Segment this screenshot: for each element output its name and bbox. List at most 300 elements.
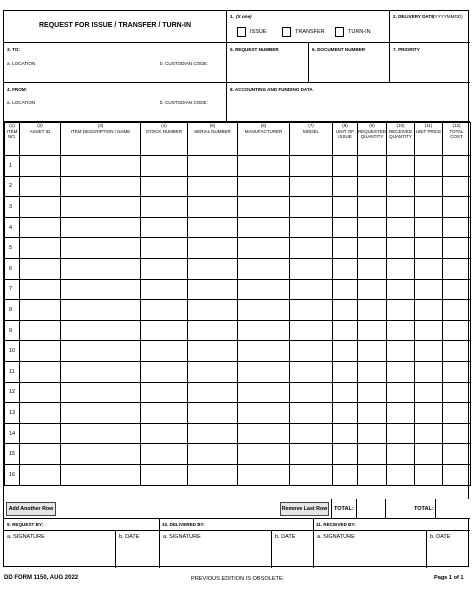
table-cell[interactable] xyxy=(188,320,238,341)
table-cell[interactable] xyxy=(358,464,387,485)
table-cell[interactable] xyxy=(238,444,290,465)
total-cost-field[interactable] xyxy=(435,499,470,519)
table-cell[interactable] xyxy=(61,156,141,177)
table-cell[interactable] xyxy=(141,423,188,444)
table-cell[interactable] xyxy=(290,300,333,321)
column-label: REQUESTED xyxy=(358,128,387,134)
table-cell[interactable] xyxy=(20,403,61,424)
table-cell[interactable] xyxy=(290,320,333,341)
table-row xyxy=(5,300,471,321)
table-cell[interactable] xyxy=(358,279,387,300)
request-by-signature-field[interactable] xyxy=(4,531,116,568)
table-cell[interactable] xyxy=(333,464,358,485)
table-cell[interactable] xyxy=(141,464,188,485)
table-row xyxy=(5,197,471,218)
table-cell[interactable] xyxy=(141,444,188,465)
table-cell[interactable] xyxy=(188,444,238,465)
table-row xyxy=(5,238,471,259)
request-number-label: 5. REQUEST NUMBER xyxy=(230,47,279,52)
table-cell[interactable] xyxy=(387,361,415,382)
request-by-signature-label: a. SIGNATURE xyxy=(7,534,45,540)
table-cell[interactable] xyxy=(358,341,387,362)
column-header-6 xyxy=(238,123,290,156)
table-cell[interactable] xyxy=(290,361,333,382)
table-cell[interactable] xyxy=(415,341,443,362)
table-cell[interactable] xyxy=(443,300,471,321)
column-label: QUANTITY xyxy=(389,134,412,140)
table-row xyxy=(5,382,471,403)
table-cell[interactable] xyxy=(61,197,141,218)
received-by-date-field[interactable] xyxy=(427,531,470,568)
table-cell[interactable] xyxy=(20,361,61,382)
from-custodian-code-label[interactable]: b. CUSTODIAN CODE: xyxy=(160,100,208,105)
item-number: 12 xyxy=(5,382,20,403)
column-header-9 xyxy=(358,123,387,156)
received-by-signature-label: a. SIGNATURE xyxy=(317,534,355,540)
table-row xyxy=(5,156,471,177)
column-number: (11) xyxy=(424,123,433,128)
table-cell[interactable] xyxy=(443,176,471,197)
table-cell[interactable] xyxy=(290,382,333,403)
totals-divider xyxy=(331,499,332,519)
accounting-funding-label: 8. ACCOUNTING AND FUNDING DATA xyxy=(230,87,313,92)
table-cell[interactable] xyxy=(387,258,415,279)
table-cell[interactable] xyxy=(238,403,290,424)
table-cell[interactable] xyxy=(188,403,238,424)
table-row xyxy=(5,279,471,300)
form-title-box xyxy=(4,11,227,43)
table-cell[interactable] xyxy=(387,156,415,177)
column-label: ASSET ID xyxy=(29,128,51,134)
column-label: MODEL xyxy=(302,128,319,134)
table-cell[interactable] xyxy=(61,176,141,197)
column-header-7 xyxy=(290,123,333,156)
totals-row xyxy=(4,499,470,519)
table-row xyxy=(5,464,471,485)
table-cell[interactable] xyxy=(61,320,141,341)
page-number: Page 1 of 1 xyxy=(434,575,464,581)
remove-row-button[interactable]: Remove Last Row xyxy=(280,502,329,516)
table-cell[interactable] xyxy=(238,217,290,238)
table-cell[interactable] xyxy=(387,279,415,300)
table-cell[interactable] xyxy=(20,197,61,218)
table-cell[interactable] xyxy=(238,176,290,197)
column-header-1 xyxy=(5,123,20,156)
table-cell[interactable] xyxy=(141,300,188,321)
block-6-document-number[interactable] xyxy=(309,43,390,83)
table-cell[interactable] xyxy=(238,258,290,279)
table-cell[interactable] xyxy=(188,156,238,177)
table-cell[interactable] xyxy=(333,156,358,177)
item-number: 5 xyxy=(5,238,20,259)
table-cell[interactable] xyxy=(238,197,290,218)
table-cell[interactable] xyxy=(387,423,415,444)
table-cell[interactable] xyxy=(20,176,61,197)
column-label: SERIAL NUMBER xyxy=(194,128,231,134)
table-cell[interactable] xyxy=(415,156,443,177)
table-cell[interactable] xyxy=(387,217,415,238)
table-cell[interactable] xyxy=(238,361,290,382)
table-cell[interactable] xyxy=(387,197,415,218)
request-by-date-field[interactable] xyxy=(116,531,159,568)
table-cell[interactable] xyxy=(443,403,471,424)
table-cell[interactable] xyxy=(141,341,188,362)
delivered-by-date-label: b. DATE xyxy=(275,534,296,540)
table-cell[interactable] xyxy=(387,444,415,465)
table-cell[interactable] xyxy=(358,403,387,424)
column-label: ISSUE xyxy=(338,134,352,140)
table-cell[interactable] xyxy=(188,300,238,321)
turn-in-checkbox[interactable] xyxy=(335,27,344,37)
delivery-date-label: 2. DELIVERY DATE xyxy=(393,14,435,19)
column-number: (2) xyxy=(37,123,43,128)
turn-in-label: TURN-IN xyxy=(348,29,371,35)
table-cell[interactable] xyxy=(238,382,290,403)
table-cell[interactable] xyxy=(238,423,290,444)
column-label: ITEM xyxy=(6,128,18,134)
table-cell[interactable] xyxy=(415,320,443,341)
table-cell[interactable] xyxy=(141,382,188,403)
block-1-transaction-type xyxy=(227,11,390,43)
table-cell[interactable] xyxy=(238,341,290,362)
table-cell[interactable] xyxy=(443,423,471,444)
table-cell[interactable] xyxy=(333,382,358,403)
priority-label: 7. PRIORITY xyxy=(393,47,420,52)
table-row xyxy=(5,341,471,362)
table-cell[interactable] xyxy=(188,361,238,382)
to-custodian-code-label[interactable]: b. CUSTODIAN CODE: xyxy=(160,61,208,66)
table-cell[interactable] xyxy=(443,156,471,177)
table-cell[interactable] xyxy=(387,464,415,485)
table-cell[interactable] xyxy=(415,258,443,279)
table-cell[interactable] xyxy=(290,279,333,300)
total-label-requested: TOTAL: xyxy=(334,506,354,512)
table-cell[interactable] xyxy=(20,258,61,279)
table-cell[interactable] xyxy=(290,464,333,485)
table-cell[interactable] xyxy=(443,361,471,382)
table-cell[interactable] xyxy=(20,423,61,444)
table-cell[interactable] xyxy=(61,258,141,279)
table-cell[interactable] xyxy=(358,361,387,382)
table-cell[interactable] xyxy=(20,279,61,300)
table-cell[interactable] xyxy=(20,341,61,362)
delivered-by-date-field[interactable] xyxy=(272,531,313,568)
table-cell[interactable] xyxy=(20,382,61,403)
table-cell[interactable] xyxy=(141,197,188,218)
table-row xyxy=(5,403,471,424)
table-cell[interactable] xyxy=(188,176,238,197)
table-cell[interactable] xyxy=(188,464,238,485)
table-cell[interactable] xyxy=(333,341,358,362)
table-cell[interactable] xyxy=(358,444,387,465)
table-cell[interactable] xyxy=(333,444,358,465)
table-cell[interactable] xyxy=(333,258,358,279)
table-row xyxy=(5,320,471,341)
column-number: (6) xyxy=(260,123,267,128)
column-number: (3) xyxy=(97,123,104,128)
item-number: 16 xyxy=(5,464,20,485)
table-cell[interactable] xyxy=(443,444,471,465)
table-cell[interactable] xyxy=(61,238,141,259)
table-cell[interactable] xyxy=(20,217,61,238)
table-cell[interactable] xyxy=(61,361,141,382)
table-cell[interactable] xyxy=(141,279,188,300)
item-number: 9 xyxy=(5,320,20,341)
table-cell[interactable] xyxy=(238,279,290,300)
table-cell[interactable] xyxy=(141,403,188,424)
table-cell[interactable] xyxy=(415,444,443,465)
table-cell[interactable] xyxy=(141,238,188,259)
table-cell[interactable] xyxy=(358,197,387,218)
table-cell[interactable] xyxy=(387,176,415,197)
column-label: UNIT OF xyxy=(336,128,354,134)
dd-form-1150 xyxy=(3,10,469,567)
table-cell[interactable] xyxy=(443,341,471,362)
to-location-label[interactable]: a. LOCATION xyxy=(7,61,36,66)
table-cell[interactable] xyxy=(333,238,358,259)
column-number: (9) xyxy=(369,123,375,128)
table-cell[interactable] xyxy=(387,382,415,403)
item-number: 11 xyxy=(5,361,20,382)
table-cell[interactable] xyxy=(415,403,443,424)
table-cell[interactable] xyxy=(290,238,333,259)
table-cell[interactable] xyxy=(61,279,141,300)
table-cell[interactable] xyxy=(20,156,61,177)
block-4-from xyxy=(4,83,227,122)
column-header-11 xyxy=(415,123,443,156)
table-cell[interactable] xyxy=(61,464,141,485)
received-by-label: 11. RECEIVED BY: xyxy=(316,522,356,527)
items-table xyxy=(4,122,471,486)
table-cell[interactable] xyxy=(61,423,141,444)
table-cell[interactable] xyxy=(188,423,238,444)
total-requested-field[interactable] xyxy=(356,499,386,519)
document-number-label: 6. DOCUMENT NUMBER xyxy=(312,47,366,52)
to-label: 3. TO: xyxy=(7,47,20,52)
table-cell[interactable] xyxy=(387,341,415,362)
table-cell[interactable] xyxy=(333,361,358,382)
table-cell[interactable] xyxy=(290,444,333,465)
table-cell[interactable] xyxy=(141,176,188,197)
column-label: STOCK NUMBER xyxy=(145,128,183,134)
table-cell[interactable] xyxy=(61,341,141,362)
edition-notice: PREVIOUS EDITION IS OBSOLETE. xyxy=(191,576,285,582)
received-by-signature-field[interactable] xyxy=(314,531,427,568)
item-number: 8 xyxy=(5,300,20,321)
table-cell[interactable] xyxy=(188,341,238,362)
table-cell[interactable] xyxy=(61,217,141,238)
block-7-priority[interactable] xyxy=(390,43,470,83)
column-number: (4) xyxy=(161,123,167,128)
block-2-delivery-date[interactable] xyxy=(390,11,470,43)
table-cell[interactable] xyxy=(20,464,61,485)
table-cell[interactable] xyxy=(443,320,471,341)
table-cell[interactable] xyxy=(188,279,238,300)
table-cell[interactable] xyxy=(141,361,188,382)
table-cell[interactable] xyxy=(141,320,188,341)
column-header-12 xyxy=(443,123,471,156)
table-cell[interactable] xyxy=(333,217,358,238)
table-cell[interactable] xyxy=(358,320,387,341)
column-number: (10) xyxy=(396,123,405,128)
table-cell[interactable] xyxy=(333,320,358,341)
table-cell[interactable] xyxy=(61,444,141,465)
item-number: 3 xyxy=(5,197,20,218)
column-label: RECEIVED xyxy=(388,128,412,134)
table-cell[interactable] xyxy=(387,403,415,424)
total-label-cost: TOTAL: xyxy=(414,506,434,512)
delivered-by-signature-field[interactable] xyxy=(160,531,272,568)
column-number: (7) xyxy=(308,123,314,128)
table-cell[interactable] xyxy=(20,238,61,259)
table-cell[interactable] xyxy=(415,361,443,382)
table-cell[interactable] xyxy=(333,176,358,197)
table-cell[interactable] xyxy=(61,403,141,424)
column-number: (5) xyxy=(209,123,216,128)
column-label: MANUFACTURER xyxy=(244,128,283,134)
table-cell[interactable] xyxy=(358,382,387,403)
table-cell[interactable] xyxy=(443,464,471,485)
table-cell[interactable] xyxy=(358,300,387,321)
item-number: 7 xyxy=(5,279,20,300)
table-cell[interactable] xyxy=(443,197,471,218)
table-cell[interactable] xyxy=(61,382,141,403)
column-label: UNIT PRICE xyxy=(415,128,442,134)
transfer-checkbox[interactable] xyxy=(282,27,291,37)
table-cell[interactable] xyxy=(20,320,61,341)
table-cell[interactable] xyxy=(358,238,387,259)
delivery-date-format: (YYYYMMDD) xyxy=(433,14,463,19)
table-cell[interactable] xyxy=(238,464,290,485)
table-row xyxy=(5,444,471,465)
table-cell[interactable] xyxy=(238,238,290,259)
table-cell[interactable] xyxy=(415,217,443,238)
table-cell[interactable] xyxy=(188,197,238,218)
column-label: TOTAL COST xyxy=(449,128,464,140)
table-cell[interactable] xyxy=(415,176,443,197)
table-cell[interactable] xyxy=(443,217,471,238)
table-cell[interactable] xyxy=(141,156,188,177)
table-cell[interactable] xyxy=(188,258,238,279)
table-cell[interactable] xyxy=(443,258,471,279)
table-cell[interactable] xyxy=(387,300,415,321)
table-cell[interactable] xyxy=(415,464,443,485)
table-cell[interactable] xyxy=(238,300,290,321)
table-cell[interactable] xyxy=(358,423,387,444)
table-cell[interactable] xyxy=(238,156,290,177)
table-cell[interactable] xyxy=(20,300,61,321)
table-cell[interactable] xyxy=(290,156,333,177)
table-cell[interactable] xyxy=(333,197,358,218)
table-cell[interactable] xyxy=(443,238,471,259)
table-cell[interactable] xyxy=(358,258,387,279)
item-number: 1 xyxy=(5,156,20,177)
signature-headers xyxy=(4,519,470,531)
form-identifier: DD FORM 1150, AUG 2022 xyxy=(4,575,79,581)
table-cell[interactable] xyxy=(188,382,238,403)
table-cell[interactable] xyxy=(358,176,387,197)
table-cell[interactable] xyxy=(290,197,333,218)
form-title: REQUEST FOR ISSUE / TRANSFER / TURN-IN xyxy=(38,22,192,29)
column-header-3 xyxy=(61,123,141,156)
table-cell[interactable] xyxy=(415,382,443,403)
column-header-8 xyxy=(333,123,358,156)
table-cell[interactable] xyxy=(290,176,333,197)
table-row xyxy=(5,423,471,444)
block-3-to xyxy=(4,43,227,83)
issue-label: ISSUE xyxy=(250,29,267,35)
table-cell[interactable] xyxy=(333,423,358,444)
table-cell[interactable] xyxy=(358,217,387,238)
column-label: QUANTITY xyxy=(360,134,384,140)
table-cell[interactable] xyxy=(387,238,415,259)
table-cell[interactable] xyxy=(415,300,443,321)
transfer-label: TRANSFER xyxy=(295,29,325,35)
table-cell[interactable] xyxy=(443,382,471,403)
received-by-date-label: b. DATE xyxy=(430,534,451,540)
table-cell[interactable] xyxy=(290,423,333,444)
table-cell[interactable] xyxy=(188,238,238,259)
block-8-accounting-data[interactable] xyxy=(227,83,470,122)
request-by-label: 9. REQUEST BY: xyxy=(7,522,44,527)
table-cell[interactable] xyxy=(290,258,333,279)
table-cell[interactable] xyxy=(188,217,238,238)
table-cell[interactable] xyxy=(333,403,358,424)
table-row xyxy=(5,258,471,279)
table-cell[interactable] xyxy=(290,217,333,238)
table-row xyxy=(5,361,471,382)
table-cell[interactable] xyxy=(333,279,358,300)
table-cell[interactable] xyxy=(415,197,443,218)
table-cell[interactable] xyxy=(333,300,358,321)
table-cell[interactable] xyxy=(290,403,333,424)
column-number: (12) xyxy=(452,123,461,128)
issue-checkbox[interactable] xyxy=(237,27,246,37)
table-cell[interactable] xyxy=(20,444,61,465)
block-5-request-number[interactable] xyxy=(227,43,309,83)
table-row xyxy=(5,176,471,197)
column-header-4 xyxy=(141,123,188,156)
from-location-label[interactable]: a. LOCATION xyxy=(7,100,36,105)
item-number: 6 xyxy=(5,258,20,279)
column-label: ITEM DESCRIPTION / NAME xyxy=(70,128,131,134)
item-number: 14 xyxy=(5,423,20,444)
table-cell[interactable] xyxy=(415,423,443,444)
table-cell[interactable] xyxy=(415,279,443,300)
item-number: 10 xyxy=(5,341,20,362)
item-number: 4 xyxy=(5,217,20,238)
table-cell[interactable] xyxy=(415,238,443,259)
delivered-by-label: 10. DELIVERED BY: xyxy=(162,522,205,527)
table-cell[interactable] xyxy=(358,156,387,177)
column-header-5 xyxy=(188,123,238,156)
item-number: 2 xyxy=(5,176,20,197)
column-header-2 xyxy=(20,123,61,156)
add-row-button[interactable]: Add Another Row xyxy=(6,502,56,516)
table-cell[interactable] xyxy=(141,258,188,279)
column-number: (8) xyxy=(342,123,348,128)
table-cell[interactable] xyxy=(141,217,188,238)
delivered-by-signature-label: a. SIGNATURE xyxy=(163,534,201,540)
table-cell[interactable] xyxy=(238,320,290,341)
table-cell[interactable] xyxy=(61,300,141,321)
column-label: NO. xyxy=(7,134,16,140)
column-header-10 xyxy=(387,123,415,156)
table-cell[interactable] xyxy=(290,341,333,362)
table-cell[interactable] xyxy=(387,320,415,341)
table-cell[interactable] xyxy=(443,279,471,300)
item-number: 13 xyxy=(5,403,20,424)
